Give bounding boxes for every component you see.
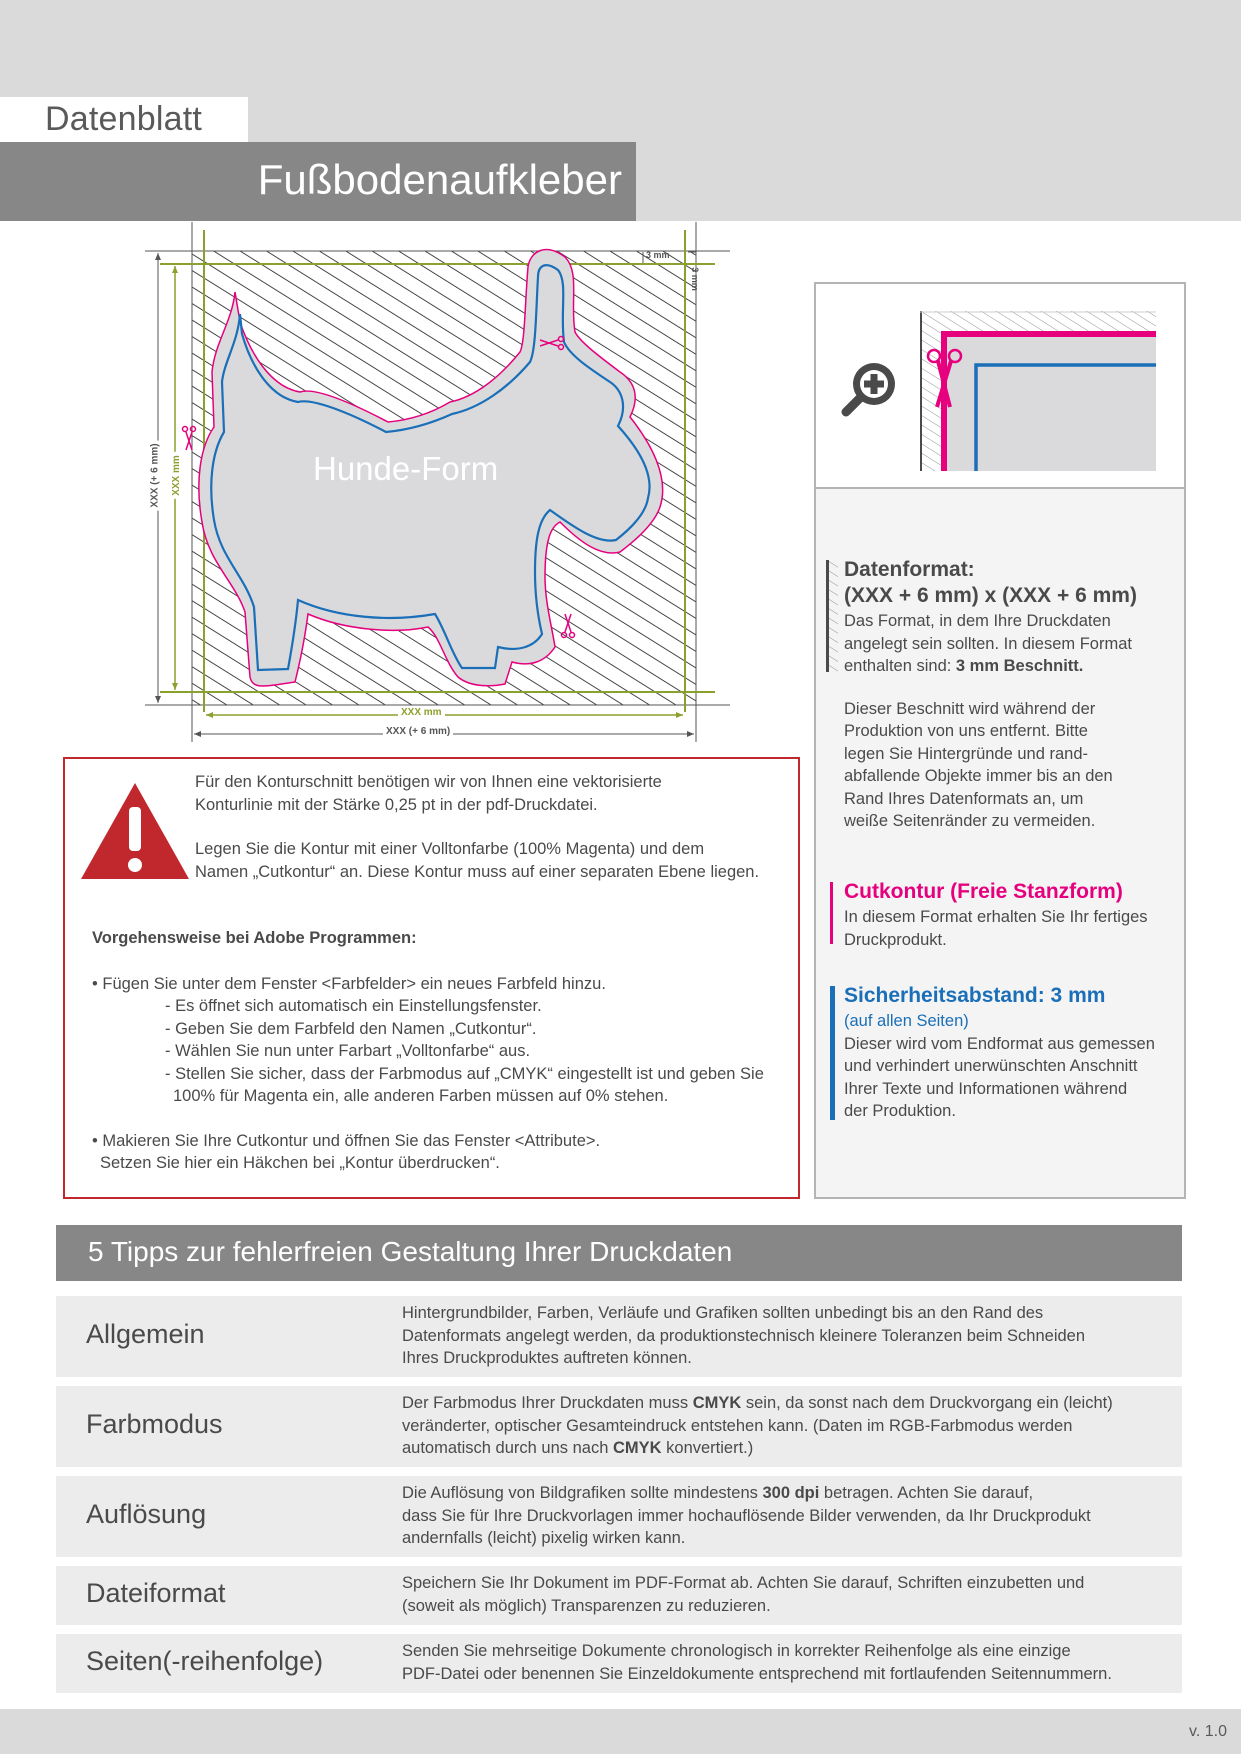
tip-text: Der Farbmodus Ihrer Druckdaten muss CMYK sein, da sonst nach dem Druckvorgang ein (leicht) veränderter, optischer Gesamteindruck entstehen kann. (Daten im RGB-Farbmodus werden automatisch durch uns nach CMYK konvertiert.) (402, 1394, 1113, 1457)
datenformat-title: Datenformat: (844, 558, 975, 581)
dim-width-bleed: XXX (+ 6 mm) (383, 726, 453, 737)
procedure-step-2: • Makieren Sie Ihre Cutkontur und öffnen Sie das Fenster <Attribute>. (92, 1132, 601, 1150)
footer-band (0, 1709, 1241, 1754)
page-title: Fußbodenaufkleber (257, 156, 622, 203)
tip-row-aufloesung (56, 1476, 1182, 1557)
version-label: v. 1.0 (1189, 1723, 1227, 1740)
bleed-right-label: 3 mm (689, 267, 700, 291)
tip-label: Allgemein (86, 1319, 205, 1349)
tip-text: Speichern Sie Ihr Dokument im PDF-Format ab. Achten Sie darauf, Schriften einzubetten und (soweit als möglich) Transparenzen zu reduzieren. (402, 1574, 1085, 1615)
bleed-top-label: 3 mm (646, 250, 670, 260)
doc-type-tag (0, 97, 248, 142)
dim-width-trim: XXX mm (398, 707, 445, 718)
tip-text: Hintergrundbilder, Farben, Verläufe und Grafiken sollten unbedingt bis an den Rand des Datenformats angelegt werden, da produktionstechnisch kleinere Toleranzen beim Schneiden Ihres Druckproduktes auftreten können. (402, 1304, 1086, 1367)
procedure-step-2-cont: Setzen Sie hier ein Häkchen bei „Kontur überdrucken“. (100, 1154, 500, 1172)
tips-title: 5 Tipps zur fehlerfreien Gestaltung Ihrer Druckdaten (88, 1236, 733, 1267)
tip-text: Senden Sie mehrseitige Dokumente chronologisch in korrekter Reihenfolge als eine einzige PDF-Datei oder benennen Sie Einzeldokumente entsprechend mit fortlaufenden Seitennummern. (402, 1642, 1112, 1683)
sicherheitsabstand-block: Sicherheitsabstand: 3 mm (auf allen Seiten) Dieser wird vom Endformat aus gemessen und verhindert unerwünschten Anschnitt Ihrer Texte und Informationen während der Produktion. (844, 982, 1174, 1123)
doc-type-label: Datenblatt (45, 100, 202, 138)
notice-paragraph-1: Für den Konturschnitt benötigen wir von Ihnen eine vektorisierte Konturlinie mit der Stärke 0,25 pt in der pdf-Druckdatei. (195, 773, 662, 814)
procedure-substep: - Wählen Sie nun unter Farbart „Volltonfarbe“ aus. (165, 1042, 531, 1060)
procedure-step-1: • Fügen Sie unter dem Fenster <Farbfelder> ein neues Farbfeld hinzu. (92, 975, 606, 993)
format-diagram (140, 222, 740, 742)
safe-line-marker (830, 986, 835, 1120)
zoom-in-icon (838, 358, 900, 420)
tip-row-allgemein (56, 1296, 1182, 1377)
cut-line-marker (830, 882, 833, 944)
procedure-substep: - Geben Sie dem Farbfeld den Namen „Cutkontur“. (165, 1020, 537, 1038)
notice-paragraph-2: Legen Sie die Kontur mit einer Volltonfarbe (100% Magenta) und dem Namen „Cutkontur“ an. Diese Kontur muss auf einer separaten Ebene liegen. (195, 840, 760, 881)
tip-row-seiten (56, 1634, 1182, 1693)
format-legend-panel (814, 282, 1186, 1199)
datenformat-size: (XXX + 6 mm) x (XXX + 6 mm) (844, 584, 1137, 607)
procedure-substep: - Es öffnet sich automatisch ein Einstellungsfenster. (165, 997, 542, 1015)
tip-label: Dateiformat (86, 1578, 226, 1608)
sicherheit-title: Sicherheitsabstand: 3 mm (844, 984, 1106, 1007)
tip-label: Farbmodus (86, 1409, 223, 1439)
datenformat-block: Datenformat: (XXX + 6 mm) x (XXX + 6 mm) Das Format, in dem Ihre Druckdaten angelegt sein sollten. In diesem Format enthalten sind: 3 mm Beschnitt. Dieser Beschnitt wird während der Produktion von uns entfernt. Bitte legen Sie Hintergründe und rand- abfallende Objekte immer bis an den Rand Ihres Datenformats an, um weiße Seitenränder zu vermeiden. (844, 556, 1174, 833)
sicherheit-subtitle: (auf allen Seiten) (844, 1012, 969, 1030)
shape-label: Hunde-Form (313, 450, 499, 487)
tip-label: Seiten(-reihenfolge) (86, 1646, 324, 1676)
dim-height-bleed: XXX (+ 6 mm) (150, 440, 161, 510)
tips-heading-bar (56, 1225, 1182, 1281)
warning-triangle-icon (79, 781, 191, 881)
procedure-substep: - Stellen Sie sicher, dass der Farbmodus auf „CMYK“ eingestellt ist und geben Sie (165, 1065, 764, 1083)
bleed-hatch-marker (826, 560, 838, 672)
cutkontur-title: Cutkontur (Freie Stanzform) (844, 880, 1123, 903)
cutkontur-block: Cutkontur (Freie Stanzform) In diesem Format erhalten Sie Ihr fertiges Druckprodukt. (844, 878, 1174, 951)
tip-label: Auflösung (86, 1499, 207, 1529)
detail-zoom-area (816, 284, 1184, 489)
corner-detail-illustration (920, 311, 1156, 471)
tip-row-farbmodus (56, 1386, 1182, 1467)
dim-height-trim: XXX mm (171, 452, 182, 499)
procedure-substep: 100% für Magenta ein, alle anderen Farben müssen auf 0% stehen. (173, 1087, 669, 1105)
title-bar (0, 142, 636, 221)
tip-row-dateiformat (56, 1566, 1182, 1625)
cut-contour-notice (63, 757, 800, 1199)
procedure-heading: Vorgehensweise bei Adobe Programmen: (92, 929, 417, 947)
tip-text: Die Auflösung von Bildgrafiken sollte mindestens 300 dpi betragen. Achten Sie darauf, dass Sie für Ihre Druckvorlagen immer hochauflösende Bilder verwenden, da Ihr Druckprodukt andernfalls (leicht) pixelig wirken kann. (402, 1484, 1091, 1547)
